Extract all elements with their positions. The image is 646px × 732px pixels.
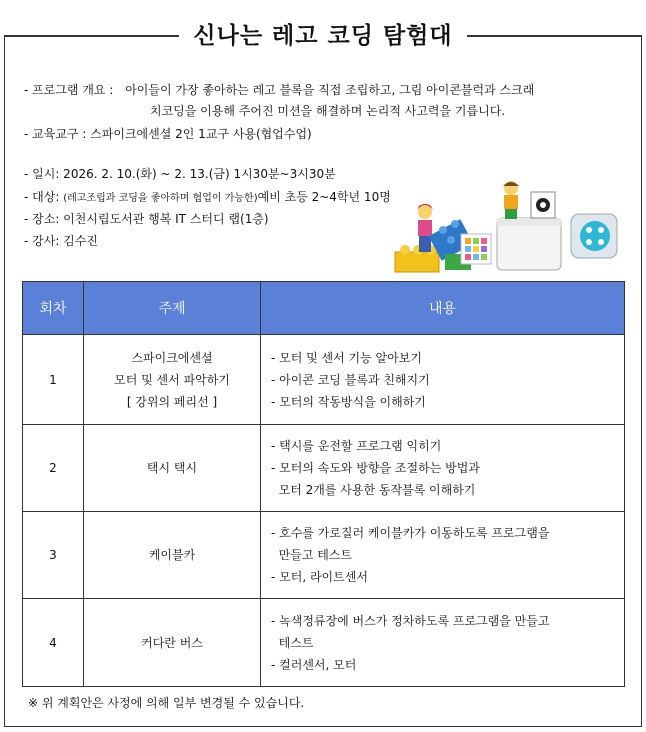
topic-line: 모터 및 센서 파악하기 xyxy=(114,372,230,387)
table-header-row xyxy=(23,282,625,335)
footnote: ※ 위 계획안은 사정에 의해 일부 변경될 수 있습니다. xyxy=(28,696,305,710)
content-line: - 모터의 작동방식을 이해하기 xyxy=(271,394,426,409)
lego-light-matrix xyxy=(461,234,491,264)
session-topic xyxy=(84,599,261,687)
table-row xyxy=(23,335,625,425)
session-number: 3 xyxy=(23,512,84,599)
content-line: - 호수를 가로질러 케이블카가 이동하도록 프로그램을 xyxy=(271,526,550,540)
lego-camera-sensor xyxy=(531,192,555,218)
content-line: - 녹색정류장에 버스가 정차하도록 프로그램을 만들고 xyxy=(271,613,550,628)
session-topic xyxy=(84,425,261,512)
header-session: 회차 xyxy=(23,282,84,335)
header-topic: 주제 xyxy=(84,282,261,335)
topic-line: 택시 택시 xyxy=(146,461,198,475)
topic-line: 커다란 버스 xyxy=(141,635,203,650)
title-wrap xyxy=(0,14,646,58)
schedule-table xyxy=(22,281,625,687)
lego-brick-yellow xyxy=(395,245,439,272)
lego-figure-girl xyxy=(417,204,433,252)
topic-line: [ 강위의 페리선 ] xyxy=(126,394,218,409)
table-row xyxy=(23,512,625,599)
session-content xyxy=(261,335,625,425)
topic-line: 스파이크에센셜 xyxy=(131,350,213,365)
overview-text-1: 아이들이 가장 좋아하는 레고 블록을 직접 조립하고, 그림 아이콘블럭과 스크래 xyxy=(125,83,535,97)
lego-motor xyxy=(571,214,617,258)
content-line: - 택시를 운전할 프로그램 익히기 xyxy=(271,439,442,453)
session-content xyxy=(261,425,625,512)
date-line: - 일시: 2026. 2. 10.(화) ~ 2. 13.(금) 1시30분~3시30분 xyxy=(24,167,336,181)
page-title: 신나는 레고 코딩 탐험대 xyxy=(179,14,466,58)
target-label: - 대상: xyxy=(24,190,60,204)
teacher-line: - 강사: 김수진 xyxy=(24,234,98,248)
lego-figure-boy xyxy=(503,181,519,219)
session-topic xyxy=(84,335,261,425)
place-line: - 장소: 이천시립도서관 행복 IT 스터디 랩(1층) xyxy=(24,212,269,226)
content-line: 모터 2개를 사용한 동작블록 이해하기 xyxy=(271,483,476,497)
content-line: - 모터의 속도와 방향을 조절하는 방법과 xyxy=(271,461,480,475)
table-row xyxy=(23,599,625,687)
topic-line: 케이블카 xyxy=(148,548,196,562)
session-number: 2 xyxy=(23,425,84,512)
target-main: 예비 초등 2~4학년 10명 xyxy=(257,190,391,204)
overview-label: - 프로그램 개요 : xyxy=(24,83,114,97)
content-line: - 컬러센서, 모터 xyxy=(271,657,357,672)
session-content xyxy=(261,599,625,687)
session-number: 1 xyxy=(23,335,84,425)
content-line: 테스트 xyxy=(271,635,314,650)
target-note: (레고조립과 코딩을 좋아하며 협업이 가능한) xyxy=(63,193,258,204)
overview-text-2: 치코딩을 이용해 주어진 미션을 해결하며 논리적 사고력을 기릅니다. xyxy=(150,104,506,118)
content-line: - 아이콘 코딩 블록과 친해지기 xyxy=(271,372,430,387)
session-number: 4 xyxy=(23,599,84,687)
header-content: 내용 xyxy=(261,282,625,335)
overview xyxy=(24,82,534,99)
session-content xyxy=(261,512,625,599)
lego-illustration xyxy=(385,180,635,280)
content-line: 만들고 테스트 xyxy=(271,548,352,562)
tools-line: - 교육교구 : 스파이크에센셜 2인 1교구 사용(협업수업) xyxy=(24,127,312,141)
content-line: - 모터, 라이트센서 xyxy=(271,570,368,584)
lego-hub xyxy=(497,218,561,270)
session-topic xyxy=(84,512,261,599)
target-line xyxy=(24,189,391,207)
table-row xyxy=(23,425,625,512)
content-line: - 모터 및 센서 기능 알아보기 xyxy=(271,350,422,365)
